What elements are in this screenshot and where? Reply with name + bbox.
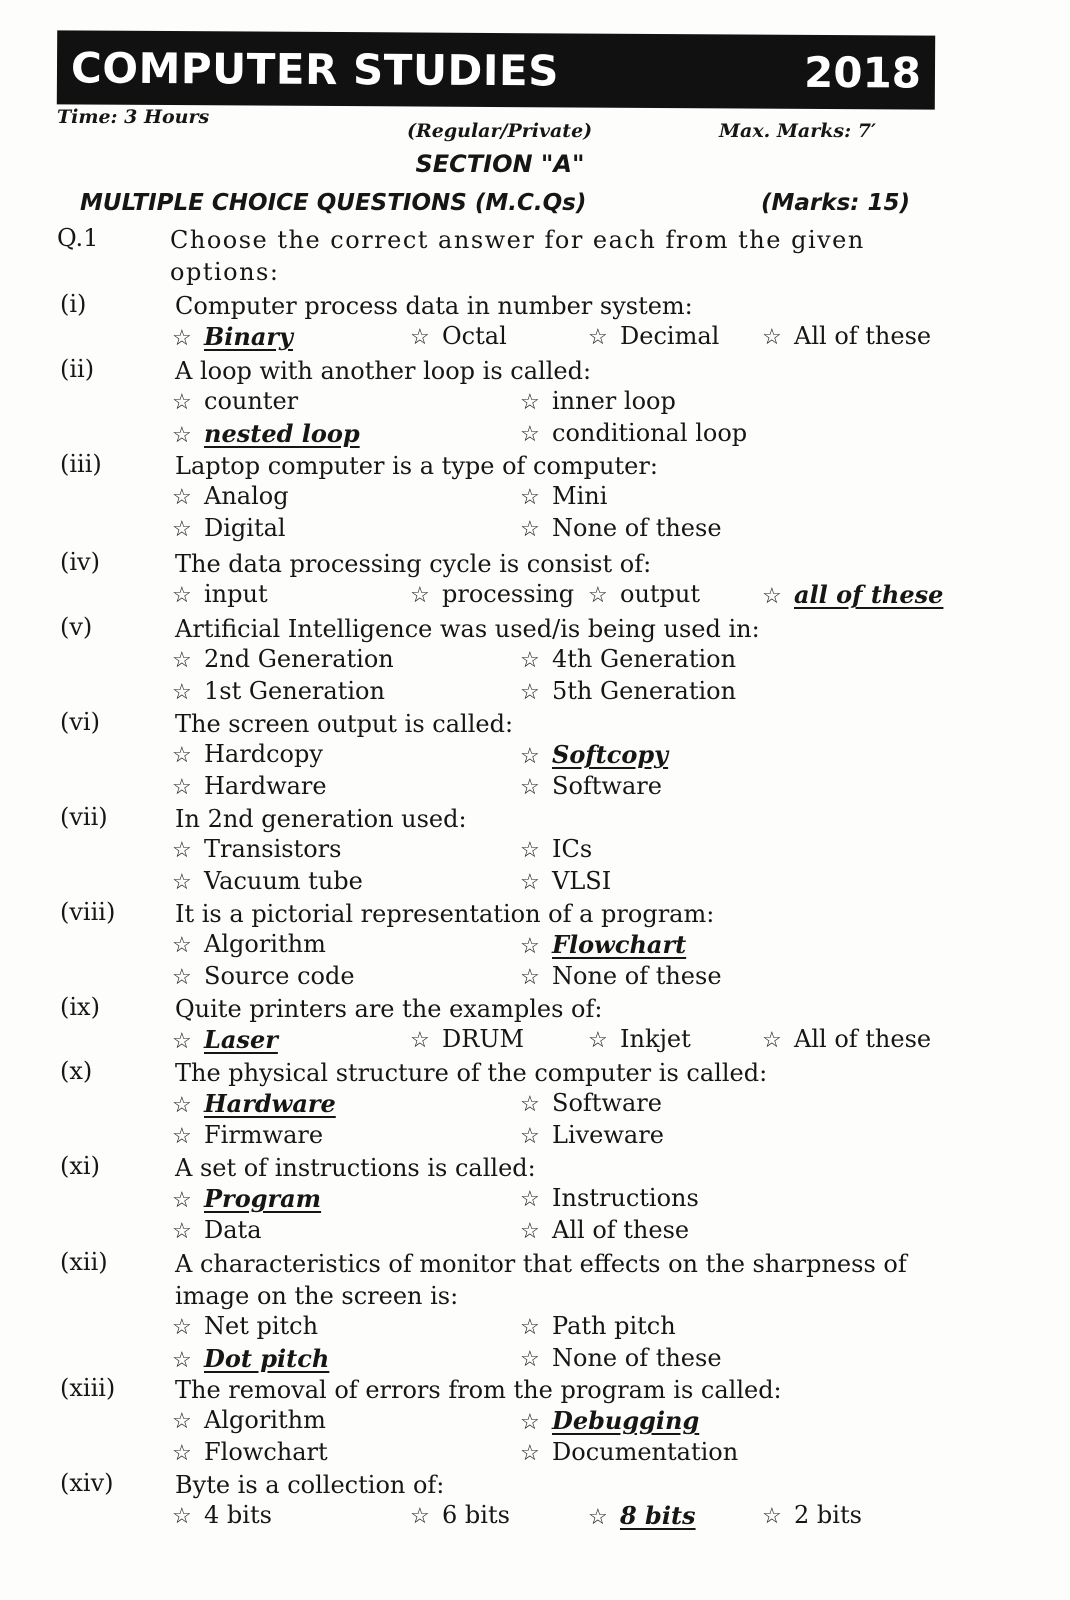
star-icon: ☆: [520, 775, 540, 800]
star-icon: ☆: [520, 934, 540, 959]
question-number: (xiv): [60, 1469, 114, 1497]
star-icon: ☆: [410, 1028, 430, 1053]
answer-option: [520, 387, 676, 415]
star-icon: ☆: [172, 423, 192, 448]
answer-option: [172, 1344, 329, 1373]
star-icon: ☆: [172, 1409, 192, 1434]
star-icon: ☆: [520, 422, 540, 447]
option-label: processing: [442, 580, 575, 608]
star-icon: ☆: [172, 1029, 192, 1054]
option-label: VLSI: [552, 867, 612, 895]
star-icon: ☆: [520, 1441, 540, 1466]
question-number: (xiii): [60, 1374, 116, 1402]
star-icon: ☆: [410, 325, 430, 350]
option-label: None of these: [552, 1344, 722, 1372]
star-icon: ☆: [172, 485, 192, 510]
answer-option: [172, 930, 326, 958]
star-icon: ☆: [172, 1504, 192, 1529]
option-label: 1st Generation: [204, 677, 385, 705]
question-number: (x): [60, 1057, 93, 1085]
option-label: 8 bits: [620, 1501, 696, 1530]
answer-option: [172, 772, 327, 800]
star-icon: ☆: [520, 390, 540, 415]
answer-option: [520, 645, 736, 673]
star-icon: ☆: [588, 1028, 608, 1053]
question-number: (ii): [60, 355, 95, 383]
answer-option: [520, 1089, 662, 1117]
question-number: (ix): [60, 993, 100, 1021]
question-text: Computer process data in number system:: [175, 292, 693, 320]
star-icon: ☆: [520, 648, 540, 673]
option-label: 4 bits: [204, 1501, 272, 1529]
option-label: All of these: [794, 322, 932, 350]
option-label: None of these: [552, 962, 722, 990]
question-number: (vi): [60, 708, 100, 736]
option-label: Net pitch: [204, 1312, 319, 1340]
answer-option: [172, 580, 268, 608]
answer-option: [520, 1312, 676, 1340]
mcq-heading: [80, 190, 910, 216]
star-icon: ☆: [588, 583, 608, 608]
answer-option: [520, 930, 686, 959]
star-icon: ☆: [172, 680, 192, 705]
question-number: (vii): [60, 803, 108, 831]
star-icon: ☆: [172, 1315, 192, 1340]
option-label: All of these: [794, 1025, 932, 1053]
answer-option: [172, 322, 293, 351]
question-number: (iii): [60, 450, 102, 478]
star-icon: ☆: [762, 584, 782, 609]
star-icon: ☆: [762, 1504, 782, 1529]
answer-option: [172, 1216, 262, 1244]
star-icon: ☆: [172, 1219, 192, 1244]
star-icon: ☆: [172, 390, 192, 415]
star-icon: ☆: [520, 485, 540, 510]
option-label: Mini: [552, 482, 608, 510]
mcq-heading-text: MULTIPLE CHOICE QUESTIONS (M.C.Qs): [80, 190, 587, 216]
option-label: Hardcopy: [204, 740, 323, 768]
star-icon: ☆: [172, 933, 192, 958]
star-icon: ☆: [172, 1348, 192, 1373]
exam-year: 2018: [803, 47, 922, 98]
star-icon: ☆: [762, 325, 782, 350]
question-text: Quite printers are the examples of:: [175, 995, 603, 1023]
star-icon: ☆: [520, 1410, 540, 1435]
answer-option: [588, 580, 700, 608]
option-label: Flowchart: [552, 930, 687, 959]
answer-option: [172, 419, 360, 448]
star-icon: ☆: [520, 965, 540, 990]
answer-option: [520, 1216, 689, 1244]
question-number: (v): [60, 613, 93, 641]
star-icon: ☆: [172, 743, 192, 768]
option-label: input: [204, 580, 268, 608]
star-icon: ☆: [520, 517, 540, 542]
answer-option: [172, 1121, 323, 1149]
answer-option: [520, 482, 607, 510]
option-label: Binary: [204, 322, 293, 351]
option-label: Source code: [204, 962, 355, 990]
answer-option: [588, 1025, 691, 1053]
option-label: Path pitch: [552, 1312, 676, 1340]
star-icon: ☆: [520, 1315, 540, 1340]
answer-option: [520, 677, 736, 705]
option-label: Laser: [204, 1025, 278, 1054]
answer-option: [520, 740, 668, 769]
star-icon: ☆: [520, 1124, 540, 1149]
answer-option: [172, 867, 363, 895]
star-icon: ☆: [172, 870, 192, 895]
answer-option: [410, 1501, 510, 1529]
instruction-text: Choose the correct answer for each from the given options:: [170, 226, 865, 286]
option-label: Data: [204, 1216, 262, 1244]
question-number: Q.1: [57, 224, 99, 252]
option-label: conditional loop: [552, 419, 748, 447]
star-icon: ☆: [520, 680, 540, 705]
option-label: Flowchart: [204, 1438, 328, 1466]
star-icon: ☆: [588, 1505, 608, 1530]
answer-option: [520, 962, 722, 990]
exam-time: Time: 3 Hours: [57, 106, 210, 128]
star-icon: ☆: [172, 1441, 192, 1466]
answer-option: [172, 482, 289, 510]
option-label: Decimal: [620, 322, 720, 350]
option-label: Debugging: [552, 1406, 700, 1435]
answer-option: [762, 1501, 862, 1529]
option-label: 2 bits: [794, 1501, 862, 1529]
question-number: (i): [60, 290, 87, 318]
answer-option: [520, 835, 592, 863]
option-label: Dot pitch: [204, 1344, 330, 1373]
answer-option: [172, 1089, 336, 1118]
star-icon: ☆: [172, 1124, 192, 1149]
answer-option: [520, 772, 662, 800]
star-icon: ☆: [172, 517, 192, 542]
option-label: Documentation: [552, 1438, 739, 1466]
answer-option: [520, 1121, 664, 1149]
question-number: (xii): [60, 1248, 108, 1276]
answer-option: [588, 322, 719, 350]
option-label: all of these: [794, 580, 944, 609]
option-label: 4th Generation: [552, 645, 737, 673]
answer-option: [588, 1501, 696, 1530]
option-label: Algorithm: [204, 930, 326, 958]
star-icon: ☆: [410, 1504, 430, 1529]
option-label: Algorithm: [204, 1406, 326, 1434]
option-label: Inkjet: [620, 1025, 691, 1053]
exam-meta: [57, 104, 917, 148]
answer-option: [410, 1025, 524, 1053]
option-label: inner loop: [552, 387, 676, 415]
question-number: (viii): [60, 898, 116, 926]
answer-option: [172, 514, 286, 542]
question-number: (xi): [60, 1152, 100, 1180]
max-marks: Max. Marks: 7′: [719, 120, 876, 142]
star-icon: ☆: [172, 583, 192, 608]
option-label: All of these: [552, 1216, 690, 1244]
star-icon: ☆: [172, 775, 192, 800]
option-label: DRUM: [442, 1025, 525, 1053]
star-icon: ☆: [172, 648, 192, 673]
option-label: Softcopy: [552, 740, 669, 769]
star-icon: ☆: [520, 1347, 540, 1372]
star-icon: ☆: [172, 838, 192, 863]
answer-option: [520, 1438, 738, 1466]
answer-option: [520, 1184, 699, 1212]
star-icon: ☆: [172, 1188, 192, 1213]
option-label: Analog: [204, 482, 289, 510]
answer-option: [172, 740, 323, 768]
star-icon: ☆: [588, 325, 608, 350]
question-text: A set of instructions is called:: [175, 1154, 536, 1182]
mcq-marks: (Marks: 15): [761, 190, 910, 216]
star-icon: ☆: [520, 870, 540, 895]
star-icon: ☆: [762, 1028, 782, 1053]
option-label: Hardware: [204, 1089, 336, 1118]
question-text: Byte is a collection of:: [175, 1471, 445, 1499]
answer-option: [520, 1406, 699, 1435]
question-text: A characteristics of monitor that effects on the sharpness of image on the screen is:: [175, 1250, 907, 1310]
question-text: In 2nd generation used:: [175, 805, 467, 833]
exam-type: (Regular/Private): [407, 120, 593, 142]
answer-option: [172, 1025, 278, 1054]
question-number: (iv): [60, 548, 100, 576]
option-label: Instructions: [552, 1184, 699, 1212]
answer-option: [410, 580, 574, 608]
option-label: 2nd Generation: [204, 645, 394, 673]
question-text: The screen output is called:: [175, 710, 514, 738]
answer-option: [172, 835, 341, 863]
option-label: output: [620, 580, 701, 608]
star-icon: ☆: [410, 583, 430, 608]
option-label: ICs: [552, 835, 593, 863]
answer-option: [172, 677, 385, 705]
option-label: Program: [204, 1184, 322, 1213]
question-text: Laptop computer is a type of computer:: [175, 452, 658, 480]
option-label: Octal: [442, 322, 507, 350]
star-icon: ☆: [520, 744, 540, 769]
question-text: The removal of errors from the program is called:: [175, 1376, 782, 1404]
answer-option: [172, 1438, 328, 1466]
option-label: Firmware: [204, 1121, 324, 1149]
star-icon: ☆: [520, 1219, 540, 1244]
answer-option: [520, 514, 722, 542]
answer-option: [172, 1501, 272, 1529]
option-label: Vacuum tube: [204, 867, 363, 895]
option-label: Digital: [204, 514, 286, 542]
option-label: counter: [204, 387, 299, 415]
title-banner: [57, 30, 935, 109]
option-label: Transistors: [204, 835, 342, 863]
option-label: nested loop: [204, 419, 360, 448]
option-label: Software: [552, 1089, 662, 1117]
option-label: Liveware: [552, 1121, 664, 1149]
question-text: Artificial Intelligence was used/is being used in:: [175, 615, 760, 643]
question-text: A loop with another loop is called:: [175, 357, 592, 385]
question-text: It is a pictorial representation of a program:: [175, 900, 715, 928]
subject-title: COMPUTER STUDIES: [70, 42, 560, 95]
star-icon: ☆: [520, 1092, 540, 1117]
answer-option: [172, 962, 355, 990]
answer-option: [172, 1184, 321, 1213]
answer-option: [172, 645, 394, 673]
option-label: Hardware: [204, 772, 327, 800]
answer-option: [520, 419, 747, 447]
answer-option: [520, 1344, 722, 1372]
question-text: The physical structure of the computer is called:: [175, 1059, 768, 1087]
answer-option: [172, 1312, 318, 1340]
question-text: The data processing cycle is consist of:: [175, 550, 652, 578]
answer-option: [172, 387, 298, 415]
star-icon: ☆: [172, 965, 192, 990]
option-label: 5th Generation: [552, 677, 737, 705]
option-label: Software: [552, 772, 662, 800]
answer-option: [172, 1406, 326, 1434]
answer-option: [762, 1025, 931, 1053]
option-label: None of these: [552, 514, 722, 542]
answer-option: [410, 322, 507, 350]
star-icon: ☆: [520, 838, 540, 863]
answer-option: [520, 867, 611, 895]
answer-option: [762, 322, 931, 350]
answer-option: [762, 580, 943, 609]
section-title: SECTION "A": [415, 150, 585, 178]
star-icon: ☆: [520, 1187, 540, 1212]
star-icon: ☆: [172, 326, 192, 351]
option-label: 6 bits: [442, 1501, 510, 1529]
star-icon: ☆: [172, 1093, 192, 1118]
